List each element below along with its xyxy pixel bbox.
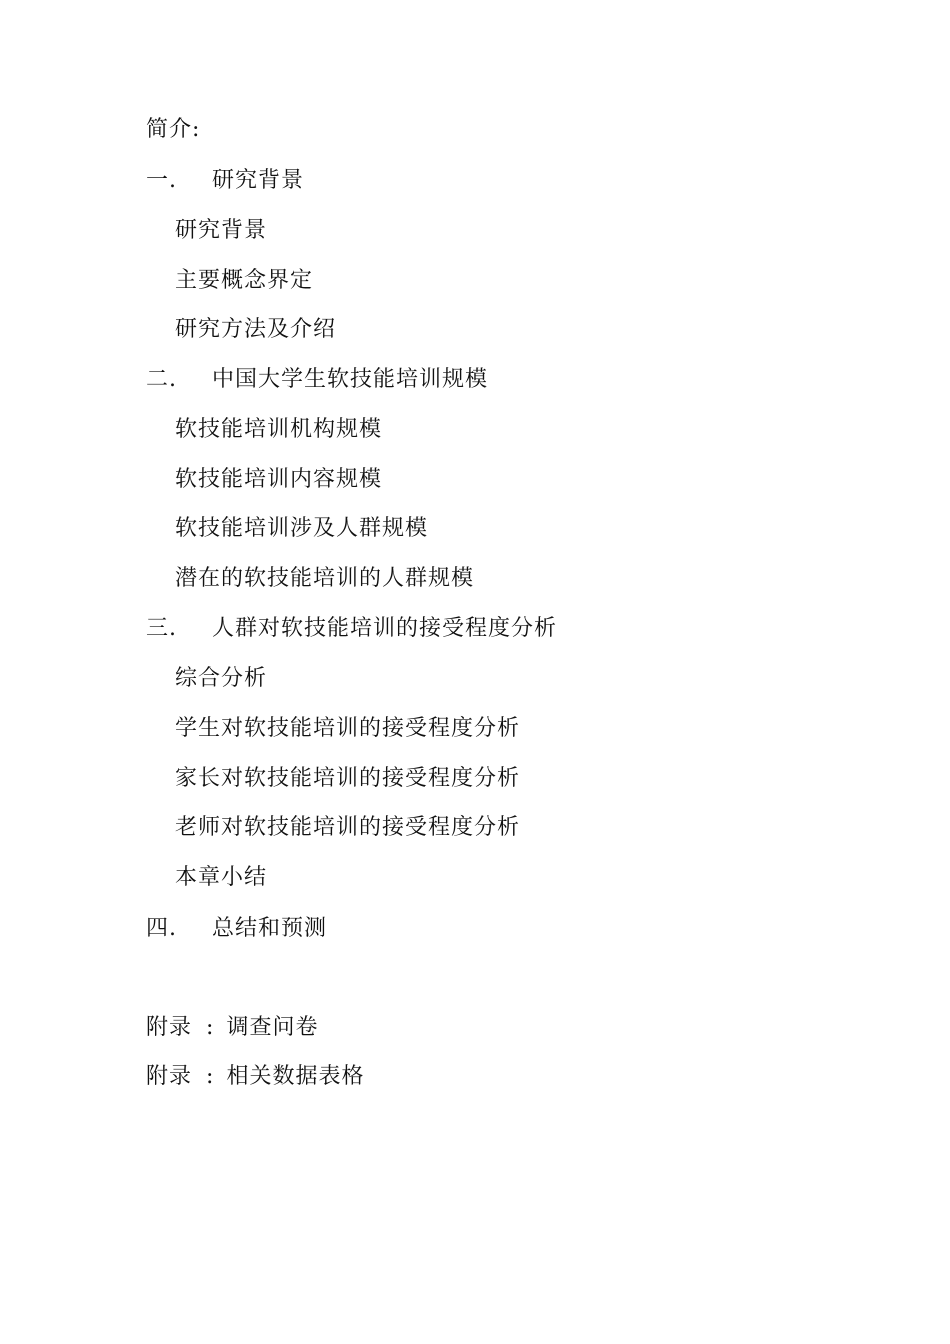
subsection-item: 研究方法及介绍 [175, 317, 337, 342]
subsection-item: 研究背景 [175, 218, 268, 243]
subsection-item: 本章小结 [175, 865, 268, 890]
appendix-line [146, 1062, 364, 1092]
subsection-item: 家长对软技能培训的接受程度分析 [175, 766, 521, 791]
section-title: 研究背景 [212, 168, 305, 193]
section-number: 二. [146, 367, 177, 392]
intro-label: 简介: [146, 117, 201, 142]
section-title: 中国大学生软技能培训规模 [212, 367, 489, 392]
section-title: 人群对软技能培训的接受程度分析 [212, 616, 558, 641]
intro-heading [146, 115, 200, 145]
section-heading [146, 614, 557, 644]
appendix-label: 附录 [146, 1015, 193, 1040]
appendix-title: 相关数据表格 [226, 1064, 365, 1089]
subsection-item: 软技能培训机构规模 [175, 417, 383, 442]
section-heading [146, 166, 304, 196]
subsection-item: 综合分析 [175, 666, 268, 691]
subsection-item: 软技能培训内容规模 [175, 467, 383, 492]
section-title: 总结和预测 [212, 916, 328, 941]
subsection-item: 潜在的软技能培训的人群规模 [175, 566, 475, 591]
appendix-label: 附录 [146, 1064, 193, 1089]
section-number: 四. [146, 916, 177, 941]
subsection-item: 老师对软技能培训的接受程度分析 [175, 815, 521, 840]
appendix-title: 调查问卷 [226, 1015, 319, 1040]
section-number: 三. [146, 616, 177, 641]
subsection-item: 学生对软技能培训的接受程度分析 [175, 716, 521, 741]
section-heading [146, 914, 327, 944]
appendix-separator: : [206, 1064, 215, 1089]
subsection-item: 软技能培训涉及人群规模 [175, 516, 429, 541]
subsection-item: 主要概念界定 [175, 268, 314, 293]
appendix-line [146, 1013, 318, 1043]
section-number: 一. [146, 168, 177, 193]
appendix-separator: : [206, 1015, 215, 1040]
section-heading [146, 365, 488, 395]
